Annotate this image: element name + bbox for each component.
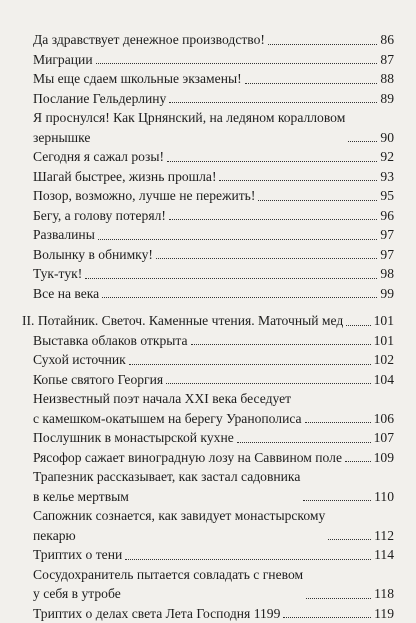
dot-leader [306,598,371,599]
toc-entry-title [33,69,242,89]
dot-leader [303,500,371,501]
toc-entry-title [33,506,325,545]
toc-page-number: 95 [380,186,394,206]
toc-entry-title-line: Да здравствует денежное производство! [33,30,265,50]
dot-leader [98,239,378,240]
toc-entry-title [22,311,343,331]
toc-entry-title-line: Все на века [33,284,99,304]
toc-entry-title [33,331,188,351]
toc-page-number: 97 [380,245,394,265]
toc-page-number: 88 [380,69,394,89]
toc-entry [22,467,394,506]
toc-entry [22,108,394,147]
toc-page-number: 107 [374,428,394,448]
toc-entry [22,186,394,206]
toc-page-number: 101 [374,311,394,331]
toc-page-number: 93 [380,167,394,187]
toc-page-number: 98 [380,264,394,284]
toc-entry-title-line: Сосудохранитель пытается совладать с гневом [33,565,303,585]
toc-entry [22,69,394,89]
toc-entry [22,167,394,187]
toc-entry-title [33,186,255,206]
toc-entry-title-line: Выставка облаков открыта [33,331,188,351]
toc-entry [22,370,394,390]
toc-entry-title-line: пекарю [33,526,325,546]
toc-page-number: 101 [374,331,394,351]
dot-leader [166,383,370,384]
toc-page-number: 114 [374,545,394,565]
dot-leader [169,102,377,103]
toc-entry-title-line: Бегу, а голову потерял! [33,206,166,226]
toc-entry-title-line: Послание Гельдерлину [33,89,166,109]
toc-entry-title [33,370,163,390]
toc-entry [22,245,394,265]
toc-entry-title-line: II. Потайник. Светоч. Каменные чтения. Маточный мед [22,311,343,331]
toc-entry [22,389,394,428]
toc-entry-title-line: Сапожник сознается, как завидует монастырскому [33,506,325,526]
toc-entry-title-line: Послушник в монастырской кухне [33,428,234,448]
dot-leader [96,63,378,64]
toc-entry-title-line: Неизвестный поэт начала XXI века беседует [33,389,302,409]
toc-entry-title-line: Рясофор сажает виноградную лозу на Саввином поле [33,448,342,468]
toc-entry [22,206,394,226]
toc-entry-title [33,89,166,109]
dot-leader [328,539,371,540]
toc-page-number: 97 [380,225,394,245]
toc-entry [22,604,394,623]
toc-entry-title [33,206,166,226]
toc-entry-title [33,389,302,428]
dot-leader [167,161,377,162]
toc-entry-title-line: Позор, возможно, лучше не пережить! [33,186,255,206]
toc-entry-title-line: Волынку в обнимку! [33,245,153,265]
dot-leader [346,325,370,326]
toc-page-number: 89 [380,89,394,109]
toc-entry-title [33,30,265,50]
toc-page-number: 104 [374,370,394,390]
toc-page-number: 92 [380,147,394,167]
dot-leader [219,180,377,181]
toc-page-number: 90 [380,128,394,148]
toc-entry-title [33,284,99,304]
toc-entry-title [33,565,303,604]
dot-leader [102,297,377,298]
toc-page-number: 119 [374,604,394,623]
dot-leader [191,344,371,345]
dot-leader [348,141,377,142]
toc-entry [22,448,394,468]
toc-section-heading [22,311,394,331]
toc-entry-title [33,264,82,284]
toc-entry-title-line: с камешком-окатышем на берегу Уранополиса [33,409,302,429]
toc-entry-title-line: Триптих о делах света Лета Господня 1199 [33,604,280,623]
toc-entry-title [33,448,342,468]
toc-entry [22,89,394,109]
toc-entry [22,30,394,50]
toc-entry [22,428,394,448]
toc-entry [22,225,394,245]
toc-entry-title-line: Копье святого Георгия [33,370,163,390]
toc-page-number: 110 [374,487,394,507]
toc-entry [22,331,394,351]
toc-entry-title-line: Я проснулся! Как Црнянский, на ледяном коралловом [33,108,345,128]
toc-entry-title-line: Шагай быстрее, жизнь прошла! [33,167,216,187]
dot-leader [237,442,371,443]
toc-page-number: 109 [374,448,394,468]
dot-leader [268,44,377,45]
toc-entry-title-line: Миграции [33,50,93,70]
toc-entry [22,350,394,370]
toc-entry-title-line: Сухой источник [33,350,126,370]
dot-leader [169,219,378,220]
toc-entry [22,545,394,565]
toc-entry-title-line: зернышке [33,128,345,148]
toc-entry [22,506,394,545]
toc-page-number: 87 [380,50,394,70]
toc-entry-title-line: Мы еще сдаем школьные экзамены! [33,69,242,89]
toc-entry-title-line: Триптих о тени [33,545,122,565]
toc-page-number: 86 [380,30,394,50]
toc-entry-title-line: в келье мертвым [33,487,300,507]
toc-entry-title [33,604,280,623]
toc-page-number: 96 [380,206,394,226]
toc-entry-title-line: Трапезник рассказывает, как застал садовника [33,467,300,487]
dot-leader [129,364,371,365]
dot-leader [85,278,377,279]
toc-page-number: 102 [374,350,394,370]
toc-entry [22,50,394,70]
toc-page-number: 112 [374,526,394,546]
table-of-contents [22,30,394,623]
toc-entry-title [33,428,234,448]
toc-entry [22,565,394,604]
toc-entry-title [33,545,122,565]
toc-entry [22,147,394,167]
toc-entry-title [33,50,93,70]
toc-entry-title [33,108,345,147]
toc-entry-title [33,225,95,245]
toc-entry [22,264,394,284]
dot-leader [245,83,378,84]
toc-entry-title [33,350,126,370]
toc-entry-title [33,245,153,265]
toc-entry-title [33,147,164,167]
toc-entry-title-line: Сегодня я сажал розы! [33,147,164,167]
toc-entry-title [33,167,216,187]
dot-leader [345,461,371,462]
toc-page-number: 99 [380,284,394,304]
toc-entry-title-line: Развалины [33,225,95,245]
toc-page-number: 118 [374,584,394,604]
dot-leader [258,200,377,201]
toc-entry-title-line: у себя в утробе [33,584,303,604]
toc-entry-title-line: Тук-тук! [33,264,82,284]
toc-entry [22,284,394,304]
dot-leader [125,559,371,560]
toc-page-number: 106 [374,409,394,429]
dot-leader [305,422,371,423]
toc-entry-title [33,467,300,506]
dot-leader [156,258,378,259]
